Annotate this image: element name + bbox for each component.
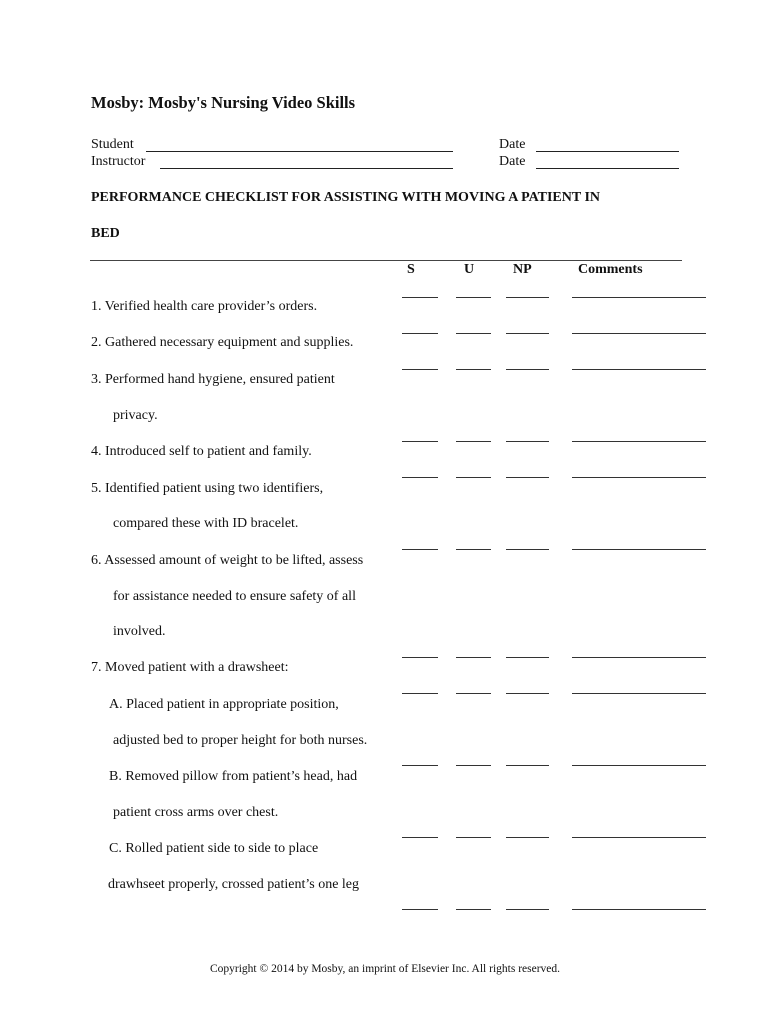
column-u: U xyxy=(464,262,475,277)
checklist-line: for assistance needed to ensure safety of all xyxy=(113,589,356,604)
comments-answer-line[interactable] xyxy=(572,657,706,658)
u-answer-line[interactable] xyxy=(456,693,491,694)
checklist-line: 4. Introduced self to patient and family. xyxy=(91,444,312,459)
checklist-line: 7. Moved patient with a drawsheet: xyxy=(91,660,289,675)
s-answer-line[interactable] xyxy=(402,369,438,370)
checklist-line: 3. Performed hand hygiene, ensured patient xyxy=(91,372,335,387)
column-np: NP xyxy=(513,262,532,277)
s-answer-line[interactable] xyxy=(402,837,438,838)
s-answer-line[interactable] xyxy=(402,477,438,478)
checklist-line: 2. Gathered necessary equipment and supplies. xyxy=(91,335,354,350)
column-s: S xyxy=(407,262,415,277)
np-answer-line[interactable] xyxy=(506,333,549,334)
u-answer-line[interactable] xyxy=(456,441,491,442)
checklist-line: B. Removed pillow from patient’s head, had xyxy=(109,769,358,784)
copyright-footer: Copyright © 2014 by Mosby, an imprint of Elsevier Inc. All rights reserved. xyxy=(209,963,561,975)
u-answer-line[interactable] xyxy=(456,909,491,910)
s-answer-line[interactable] xyxy=(402,297,438,298)
date-field-2[interactable] xyxy=(536,168,679,169)
column-comments: Comments xyxy=(578,262,643,277)
u-answer-line[interactable] xyxy=(456,549,491,550)
checklist-line: 5. Identified patient using two identifiers, xyxy=(91,481,324,496)
checklist-heading-line2: BED xyxy=(91,226,120,241)
u-answer-line[interactable] xyxy=(456,837,491,838)
checklist-line: adjusted bed to proper height for both nurses. xyxy=(113,733,368,748)
s-answer-line[interactable] xyxy=(402,909,438,910)
comments-answer-line[interactable] xyxy=(572,441,706,442)
s-answer-line[interactable] xyxy=(402,549,438,550)
np-answer-line[interactable] xyxy=(506,657,549,658)
student-field[interactable] xyxy=(146,151,453,152)
np-answer-line[interactable] xyxy=(506,693,549,694)
checklist-line: privacy. xyxy=(113,408,158,423)
instructor-field[interactable] xyxy=(160,168,453,169)
comments-answer-line[interactable] xyxy=(572,477,706,478)
np-answer-line[interactable] xyxy=(506,909,549,910)
s-answer-line[interactable] xyxy=(402,441,438,442)
heading-rule xyxy=(90,260,682,261)
u-answer-line[interactable] xyxy=(456,333,491,334)
checklist-heading-line1: PERFORMANCE CHECKLIST FOR ASSISTING WITH MOVING A PATIENT IN xyxy=(91,190,601,205)
u-answer-line[interactable] xyxy=(456,297,491,298)
s-answer-line[interactable] xyxy=(402,333,438,334)
s-answer-line[interactable] xyxy=(402,657,438,658)
checklist-line: involved. xyxy=(113,624,166,639)
np-answer-line[interactable] xyxy=(506,765,549,766)
s-answer-line[interactable] xyxy=(402,765,438,766)
checklist-line: compared these with ID bracelet. xyxy=(113,516,299,531)
checklist-line: 1. Verified health care provider’s orders. xyxy=(91,299,318,314)
np-answer-line[interactable] xyxy=(506,837,549,838)
comments-answer-line[interactable] xyxy=(572,837,706,838)
comments-answer-line[interactable] xyxy=(572,765,706,766)
instructor-label: Instructor xyxy=(91,154,146,169)
date-field-1[interactable] xyxy=(536,151,679,152)
document-title: Mosby: Mosby's Nursing Video Skills xyxy=(91,93,356,112)
comments-answer-line[interactable] xyxy=(572,297,706,298)
comments-answer-line[interactable] xyxy=(572,693,706,694)
checklist-line: A. Placed patient in appropriate position, xyxy=(109,697,339,712)
u-answer-line[interactable] xyxy=(456,369,491,370)
np-answer-line[interactable] xyxy=(506,549,549,550)
comments-answer-line[interactable] xyxy=(572,333,706,334)
checklist-line: drawhseet properly, crossed patient’s one leg xyxy=(108,877,360,892)
np-answer-line[interactable] xyxy=(506,441,549,442)
np-answer-line[interactable] xyxy=(506,369,549,370)
u-answer-line[interactable] xyxy=(456,477,491,478)
np-answer-line[interactable] xyxy=(506,297,549,298)
checklist-line: patient cross arms over chest. xyxy=(113,805,279,820)
np-answer-line[interactable] xyxy=(506,477,549,478)
date-label-1: Date xyxy=(499,137,526,152)
checklist-line: C. Rolled patient side to side to place xyxy=(109,841,319,856)
u-answer-line[interactable] xyxy=(456,765,491,766)
student-label: Student xyxy=(91,137,134,152)
comments-answer-line[interactable] xyxy=(572,549,706,550)
checklist-line: 6. Assessed amount of weight to be lifted, assess xyxy=(91,553,364,568)
u-answer-line[interactable] xyxy=(456,657,491,658)
s-answer-line[interactable] xyxy=(402,693,438,694)
comments-answer-line[interactable] xyxy=(572,909,706,910)
date-label-2: Date xyxy=(499,154,526,169)
comments-answer-line[interactable] xyxy=(572,369,706,370)
